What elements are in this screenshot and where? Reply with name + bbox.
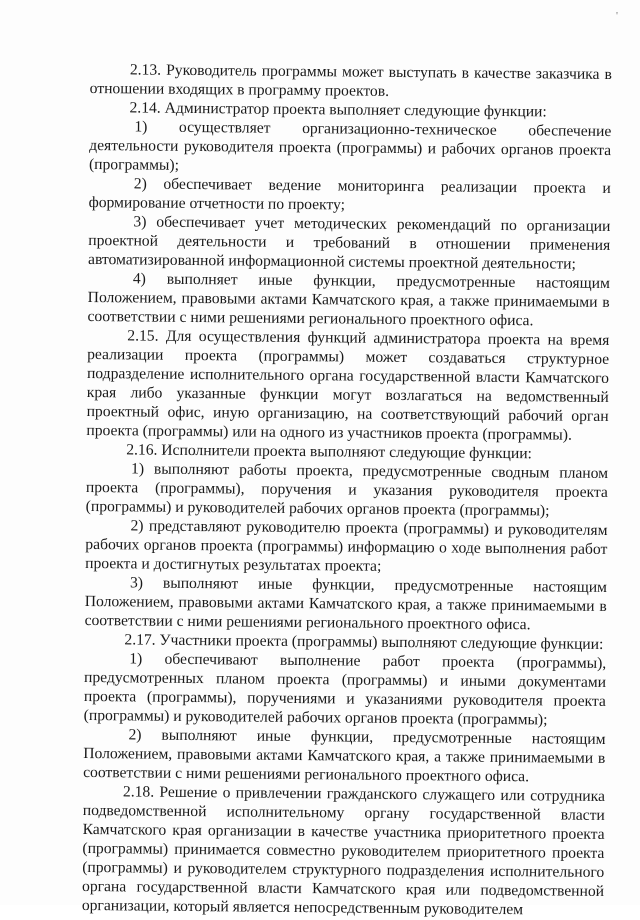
section-2-14-item-3: 3) обеспечивает учет методических рекомендаций по организации проектной деятельности и требований в отношении применения автоматизированной информационной системы проектной деятельности; bbox=[88, 213, 611, 273]
document-body bbox=[82, 60, 612, 920]
section-2-16-item-3: 3) выполняют иные функции, предусмотренные настоящим Положением, правовыми актами Камчатского края, а также принимаемыми в соответствии с ними решениями регионального проектного офиса. bbox=[84, 574, 608, 634]
section-2-16-item-1: 1) выполняют работы проекта, предусмотренные сводным планом проекта (программы), поручения и указания руководителя проекта (программы) и руководителей рабочих органов проекта (программы); bbox=[85, 460, 609, 520]
section-2-14-item-4: 4) выполняет иные функции, предусмотренные настоящим Положением, правовыми актами Камчатского края, а также принимаемыми в соответствии с ними решениями регионального проектного офиса. bbox=[87, 270, 610, 330]
section-2-18: 2.18. Решение о привлечении гражданского служащего или сотрудника подведомственной исполнительному органу государственной власти Камчатского края организации в качестве участника приоритетного проекта (программы) принимается совместно руководителем приоритетного проекта (программы) и руководителем структурного подразделения исполнительного органа государственной власти Камчатского края или подведомственной организации, который является непосредственным руководителем bbox=[81, 783, 606, 919]
section-2-15: 2.15. Для осуществления функций администратора проекта на время реализации проекта (программы) может создаваться структурное подразделение исполнительного органа государственной власти Камчатского края либо указанные функции могут возлагаться на ведомственный проектный офис, иную организацию, на соответствующий рабочий орган проекта (программы) или на одного из участников проекта (программы). bbox=[86, 327, 610, 444]
section-2-16-heading: 2.16. Исполнители проекта выполняют следующие функции: bbox=[126, 441, 533, 463]
section-2-14-item-2: 2) обеспечивает ведение мониторинга реализации проекта и формирование отчетности по проекту; bbox=[88, 175, 611, 214]
section-2-17-item-1: 1) обеспечивают выполнение работ проекта (программы), предусмотренных планом проекта (программы) и иными документами проекта (программы), поручениями и указаниями руководителя проекта (программы) и руководителей рабочих органов проекта (программы); bbox=[83, 650, 607, 729]
section-2-16-item-2: 2) представляют руководителю проекта (программы) и руководителям рабочих органов проекта (программы) информацию о ходе выполнения работ проекта и достигнутых результатах проекта; bbox=[85, 517, 608, 575]
section-2-17-heading: 2.17. Участники проекта (программы) выполняют следующие функции: bbox=[124, 631, 604, 653]
section-2-17-item-2: 2) выполняют иные функции, предусмотренные настоящим Положением, правовыми актами Камчатского края, а также принимаемыми в соответствии с ними решениями регионального проектного офиса. bbox=[83, 726, 606, 786]
section-2-14-item-1: 1) осуществляет организационно-техническое обеспечение деятельности руководителя проекта (программы) и рабочих органов проекта (программы); bbox=[88, 118, 612, 174]
section-2-13: 2.13. Руководитель программы может выступать в качестве заказчика в отношении входящих в программу проектов. bbox=[89, 61, 612, 100]
section-2-14-heading: 2.14. Администратор проекта выполняет следующие функции: bbox=[129, 99, 547, 121]
corner-mark: ' bbox=[616, 10, 618, 22]
